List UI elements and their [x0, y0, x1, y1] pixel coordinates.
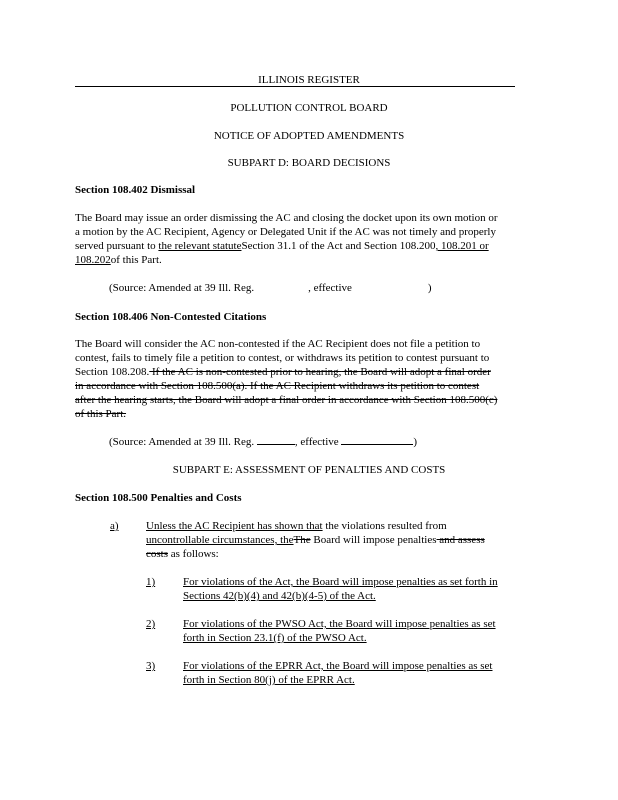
subpart-d-title: SUBPART D: BOARD DECISIONS [227, 157, 391, 169]
deleted-text: The [293, 534, 311, 546]
section-406-line-2: contest, fails to timely file a petition to contest, or withdraws its petition to contest pursuant to [75, 352, 490, 364]
item-a-line-1 [146, 520, 447, 532]
text-run: Section 31.1 of the Act and Section 108.200 [241, 240, 436, 252]
item-1-line-1: For violations of the Act, the Board will impose penalties as set forth in [183, 576, 498, 588]
text-run: of this Part. [110, 254, 162, 266]
section-402-source [109, 282, 432, 294]
item-1-label: 1) [146, 576, 156, 588]
inserted-text: Unless the AC Recipient has shown that [146, 520, 323, 532]
item-a-line-3 [146, 548, 219, 560]
item-3-line-1: For violations of the EPRR Act, the Board will impose penalties as set [183, 660, 493, 672]
item-2-label: 2) [146, 618, 156, 630]
text-run: Board will impose penalties [310, 534, 437, 546]
section-406-line-1: The Board will consider the AC non-contested if the AC Recipient does not file a petition to [75, 338, 481, 350]
inserted-text: the relevant statute [158, 240, 242, 252]
section-402-line-2: a motion by the AC Recipient, Agency or Delegated Unit if the AC was not timely and properly [75, 226, 496, 238]
text-run: Section 108.208. [75, 366, 150, 378]
section-402-line-4 [75, 254, 162, 266]
section-406-heading: Section 108.406 Non-Contested Citations [75, 311, 267, 323]
section-500-heading: Section 108.500 Penalties and Costs [75, 492, 242, 504]
item-a-label: a) [110, 520, 119, 532]
inserted-text: 108.202 [75, 254, 111, 266]
deleted-text: the Board will adopt a final order [341, 366, 491, 378]
item-2-line-1: For violations of the PWSO Act, the Board will impose penalties as set [183, 618, 496, 630]
board-title: POLLUTION CONTROL BOARD [230, 102, 388, 114]
section-406-source [109, 436, 417, 448]
section-406-line-5: after the hearing starts, the Board will adopt a final order in accordance with Section 108.500(c) [75, 394, 498, 406]
text-run: the violations resulted from [322, 520, 447, 532]
inserted-text: , 108.201 or [435, 240, 489, 252]
register-title: ILLINOIS REGISTER [258, 74, 360, 86]
text-run: served pursuant to [75, 240, 159, 252]
source-close: ) [413, 436, 418, 448]
header-rule [75, 86, 515, 87]
item-2-line-2: forth in Section 23.1(f) of the PWSO Act. [183, 632, 367, 644]
deleted-text: and assess [436, 534, 485, 546]
inserted-text: uncontrollable circumstances, the [146, 534, 294, 546]
section-402-line-3 [75, 240, 489, 252]
source-close: ) [427, 282, 432, 294]
source-effective: , effective [308, 282, 352, 294]
register-blank [257, 444, 295, 445]
source-effective: , effective [294, 436, 339, 448]
source-label: (Source: Amended at 39 Ill. Reg. [109, 282, 255, 294]
effective-blank [341, 444, 413, 445]
notice-title: NOTICE OF ADOPTED AMENDMENTS [213, 130, 405, 142]
item-1-line-2: Sections 42(b)(4) and 42(b)(4-5) of the Act. [183, 590, 376, 602]
section-406-line-3 [75, 366, 491, 378]
item-3-label: 3) [146, 660, 156, 672]
section-402-heading: Section 108.402 Dismissal [75, 184, 196, 196]
subpart-e-title: SUBPART E: ASSESSMENT OF PENALTIES AND COSTS [172, 464, 446, 476]
source-label: (Source: Amended at 39 Ill. Reg. [109, 436, 255, 448]
section-402-line-1: The Board may issue an order dismissing the AC and closing the docket upon its own motion or [75, 212, 498, 224]
deleted-text: If the AC is non-contested prior to hearing, [149, 366, 342, 378]
text-run: as follows: [168, 548, 219, 560]
deleted-text: costs [146, 548, 168, 560]
item-3-line-2: forth in Section 80(j) of the EPRR Act. [183, 674, 355, 686]
item-a-line-2 [146, 534, 485, 546]
section-406-line-6: of this Part. [75, 408, 127, 420]
section-406-line-4: in accordance with Section 108.500(a). If the AC Recipient withdraws its petition to contest [75, 380, 480, 392]
